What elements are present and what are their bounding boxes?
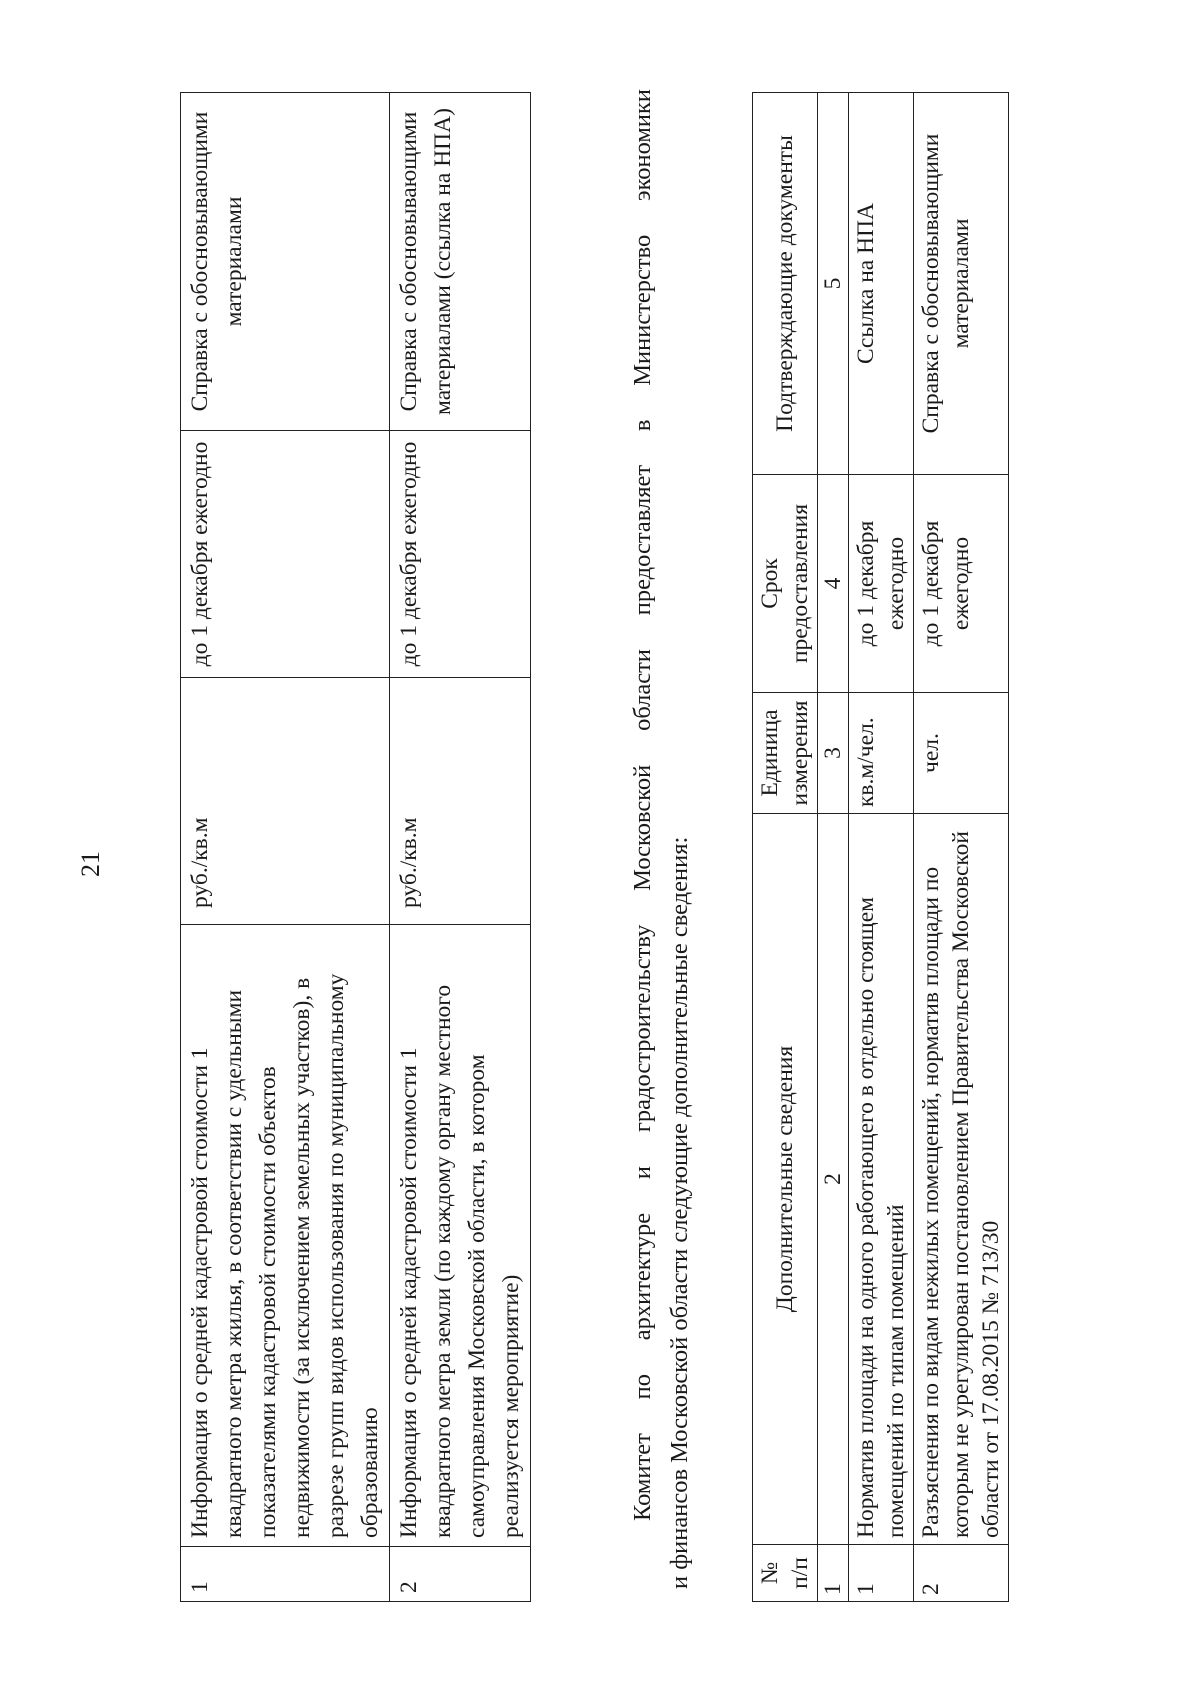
submission-term: до 1 декабря ежегодно (390, 431, 531, 678)
unit-of-measure: руб./кв.м (390, 678, 531, 925)
info-description: Норматив площади на одного работающего в отдельно стоящем помещений по типам помещений (849, 814, 914, 1545)
column-index: 1 (818, 1545, 849, 1602)
submission-term: до 1 декабря ежегодно (849, 475, 914, 693)
row-number: 2 (914, 1545, 1009, 1602)
info-description: Информация о средней кадастровой стоимости 1 квадратного метра земли (по каждому органу местного самоуправления Московской области, в котором реализуется мероприятие) (390, 925, 531, 1547)
unit-of-measure: кв.м/чел. (849, 693, 914, 814)
additional-info-table (752, 92, 1009, 1602)
header-number: № п/п (753, 1545, 818, 1602)
unit-of-measure: чел. (914, 693, 1009, 814)
header-documents: Подтверждающие документы (753, 93, 818, 475)
column-index: 4 (818, 475, 849, 693)
column-index-row (818, 93, 849, 1602)
table-row (390, 93, 531, 1602)
supporting-documents: Справка с обосновывающими материалами (914, 93, 1009, 475)
header-unit: Единица измерения (753, 693, 818, 814)
table-row (914, 93, 1009, 1602)
supporting-documents: Ссылка на НПА (849, 93, 914, 475)
table-header-row (753, 93, 818, 1602)
paragraph-line-1: Комитет по архитектуре и градостроительству Московской области предоставляет в Министерство экономики (629, 89, 656, 1521)
info-description: Разъяснения по видам нежилых помещений, норматив площади по которым не урегулирован постановлением Правительства Московской области от 17.08.2015 № 713/30 (914, 814, 1009, 1545)
supporting-documents: Справка с обосновывающими материалами (181, 93, 390, 431)
submission-term: до 1 декабря ежегодно (181, 431, 390, 678)
cadastral-info-table (180, 92, 531, 1602)
unit-of-measure: руб./кв.м (181, 678, 390, 925)
column-index: 5 (818, 93, 849, 475)
row-number: 1 (849, 1545, 914, 1602)
page-number: 21 (76, 851, 105, 877)
header-term: Срок предоставления (753, 475, 818, 693)
supporting-documents: Справка с обосновывающими материалами (ссылка на НПА) (390, 93, 531, 431)
row-number: 2 (390, 1547, 531, 1602)
column-index: 3 (818, 693, 849, 814)
table-row (849, 93, 914, 1602)
column-index: 2 (818, 814, 849, 1545)
info-description: Информация о средней кадастровой стоимости 1 квадратного метра жилья, в соответствии с удельными показателями кадастровой стоимости объектов недвижимости (за исключением земельных участков), в разрезе групп видов использования по муниципальному образованию (181, 925, 390, 1547)
header-info: Дополнительные сведения (753, 814, 818, 1545)
submission-term: до 1 декабря ежегодно (914, 475, 1009, 693)
paragraph-line-2: и финансов Московской области следующие дополнительные сведения: (666, 836, 693, 1589)
table-row (181, 93, 390, 1602)
body-paragraph (624, 89, 698, 1589)
row-number: 1 (181, 1547, 390, 1602)
